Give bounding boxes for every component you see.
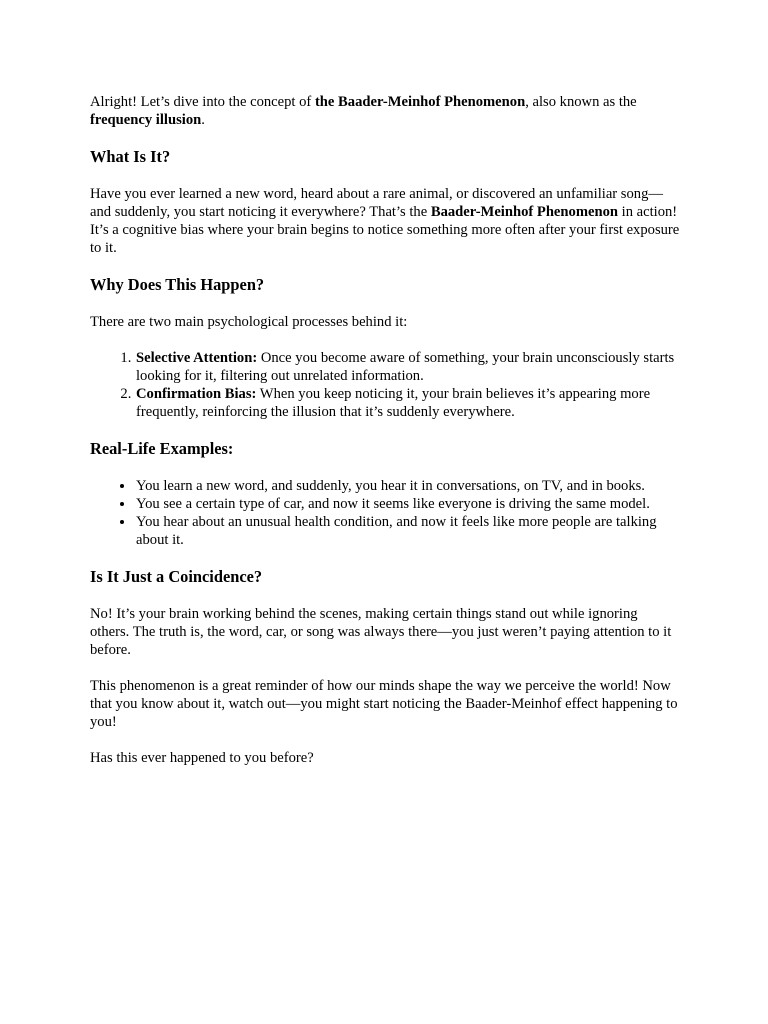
intro-text: , also known as the [525,94,637,110]
heading-examples: Real-Life Examples: [90,439,234,458]
intro-bold-term: frequency illusion [90,112,202,128]
list-item-term: Confirmation Bias: [136,386,257,402]
closing-question: Has this ever happened to you before? [90,750,314,766]
list-item [135,385,680,421]
reminder-paragraph: This phenomenon is a great reminder of how our minds shape the way we perceive the world! Now that you know about it, watch out—you might start noticing the Baader-Meinhof effect happening to you! [90,678,678,730]
list-item-term: Selective Attention: [136,350,258,366]
intro-text: Alright! Let’s dive into the concept of [90,94,315,110]
heading-why: Why Does This Happen? [90,275,265,294]
list-item-text: When you keep noticing it, your brain believes it’s appearing more frequently, reinforcing the illusion that it’s suddenly everywhere. [136,386,651,420]
what-paragraph [90,185,680,257]
list-item: • You learn a new word, and suddenly, you hear it in conversations, on TV, and in books. [135,477,680,495]
why-lead-paragraph: There are two main psychological processes behind it: [90,314,408,330]
document-page [90,93,680,785]
intro-paragraph [90,93,680,129]
what-text: in action! It’s a cognitive bias where your brain begins to notice something more often after your first exposure to it. [90,204,680,256]
why-numbered-list [90,349,680,421]
list-item [135,349,680,385]
list-item: • You see a certain type of car, and now it seems like everyone is driving the same model. [135,495,680,513]
intro-bold-term: the Baader-Meinhof Phenomenon [314,94,526,110]
heading-coincidence: Is It Just a Coincidence? [90,567,263,586]
coincidence-paragraph: No! It’s your brain working behind the scenes, making certain things stand out while ignoring others. The truth is, the word, car, or song was always there—you just weren’t paying attention to it before. [90,606,672,658]
heading-what-is-it: What Is It? [90,147,171,166]
examples-bullet-list [90,477,680,549]
intro-text: . [201,112,205,128]
list-item-text: Once you become aware of something, your brain unconsciously starts looking for it, filtering out unrelated information. [136,350,675,384]
list-item: • You hear about an unusual health condition, and now it feels like more people are talking about it. [135,513,680,549]
what-text: Have you ever learned a new word, heard about a rare animal, or discovered an unfamiliar song—and suddenly, you start noticing it everywhere? That’s the [90,186,663,220]
what-bold-term: Baader-Meinhof Phenomenon [430,204,618,220]
